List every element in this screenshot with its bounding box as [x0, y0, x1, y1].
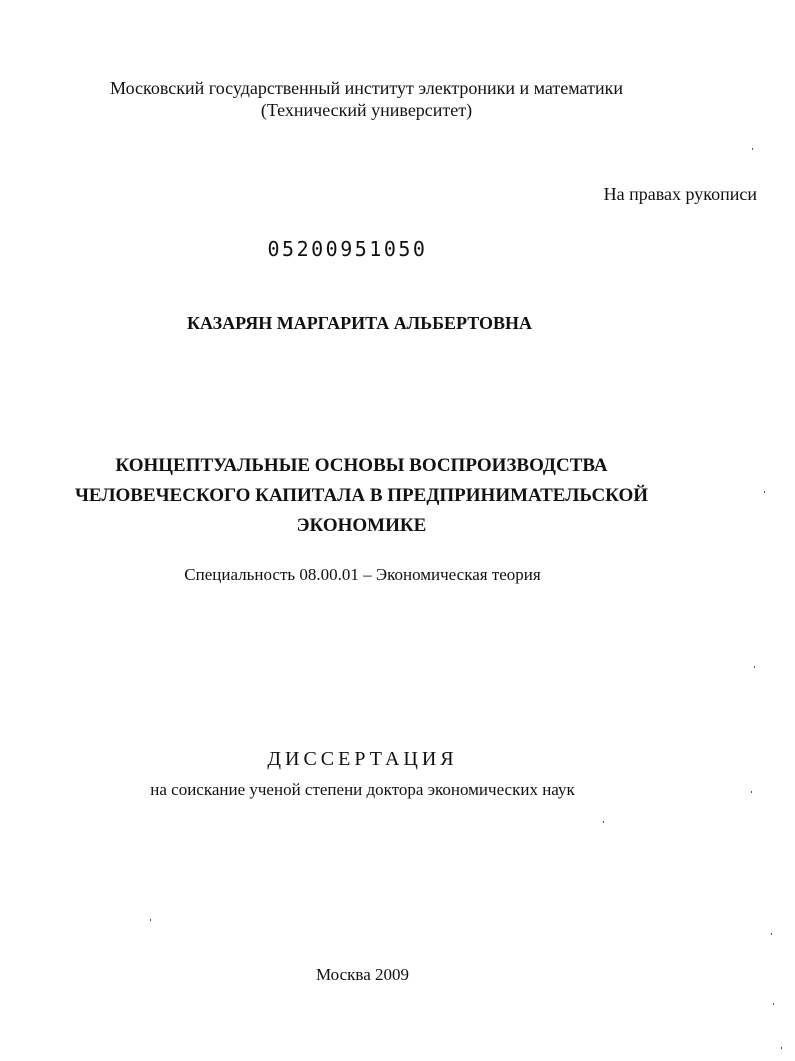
institute-subtitle: (Технический университет) — [260, 100, 473, 120]
document-number: 05200951050 — [267, 237, 428, 261]
scan-speck — [771, 933, 772, 935]
dissertation-title-line-1: КОНЦЕПТУАЛЬНЫЕ ОСНОВЫ ВОСПРОИЗВОДСТВА — [115, 455, 608, 476]
scan-speck — [150, 919, 151, 921]
scan-speck — [752, 148, 753, 150]
scan-speck — [764, 491, 765, 493]
scan-speck — [773, 1003, 774, 1005]
place-and-year: Москва 2009 — [315, 965, 410, 984]
scan-speck — [754, 666, 755, 668]
manuscript-note: На правах рукописи — [603, 184, 757, 204]
document-type: ДИССЕРТАЦИЯ — [267, 748, 458, 770]
degree-line: на соискание ученой степени доктора экономических наук — [150, 780, 575, 799]
dissertation-title-line-2: ЧЕЛОВЕЧЕСКОГО КАПИТАЛА В ПРЕДПРИНИМАТЕЛЬСКОЙ — [74, 485, 649, 506]
scan-speck — [781, 1047, 782, 1049]
author-name: КАЗАРЯН МАРГАРИТА АЛЬБЕРТОВНА — [187, 313, 532, 333]
scan-speck — [603, 821, 604, 823]
institute-name: Московский государственный институт электроники и математики — [110, 78, 623, 98]
scan-speck — [751, 791, 752, 793]
specialty: Специальность 08.00.01 – Экономическая теория — [184, 565, 541, 584]
dissertation-title-line-3: ЭКОНОМИКЕ — [296, 515, 427, 536]
